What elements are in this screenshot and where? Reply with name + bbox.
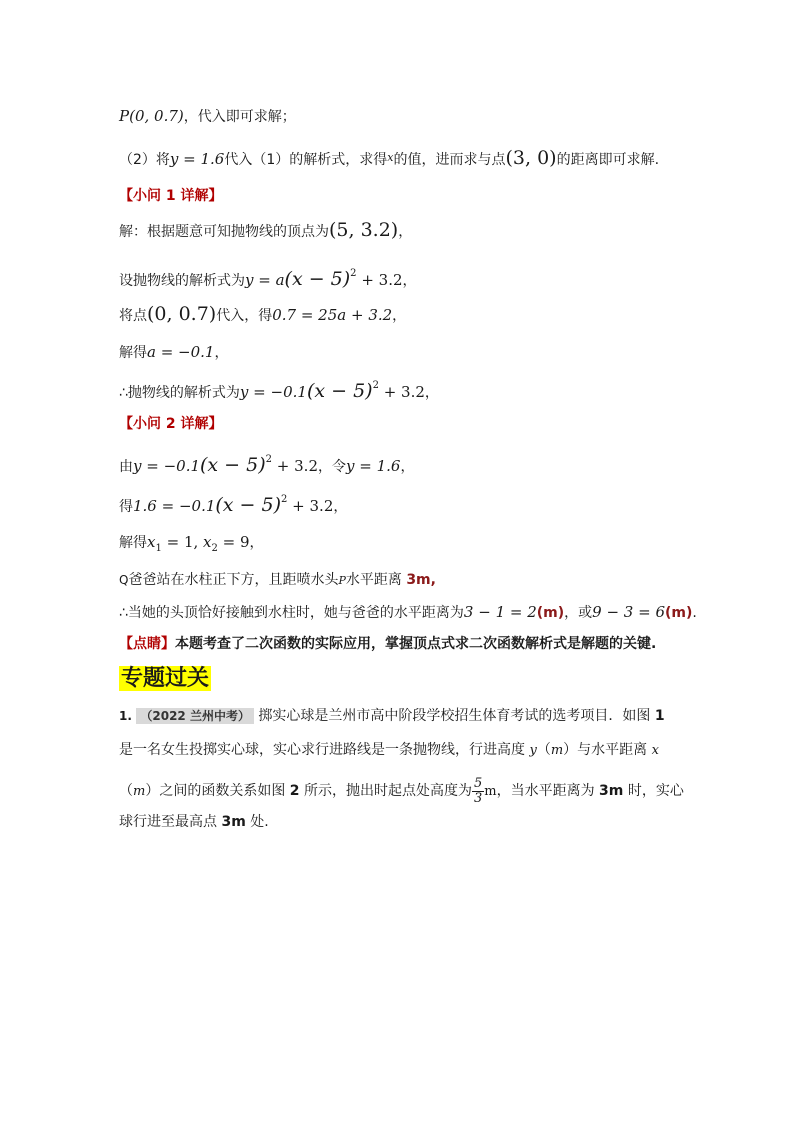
question-1-line-2: 是一名女生投掷实心球，实心求行进路线是一条抛物线，行进高度 y（m）与水平距离 x: [119, 742, 659, 758]
therefore-icon: ∴: [119, 605, 128, 621]
line-solve-x: 解得$x_1 = 1$, $x_2 = 9$，: [119, 533, 264, 554]
line-distance-answer: ∴当她的头顶恰好接触到水柱时，她与爸爸的水平距离为3 − 1 = 2(m)，或9 − 3 = 6(m).: [119, 603, 697, 621]
line-solve-a: 解得a = −0.1，: [119, 343, 229, 361]
source-tag: （2022 兰州中考）: [136, 708, 254, 724]
line-parabola-form: 设抛物线的解析式为$y = a(x - 5)^2 + 3.2$，: [119, 268, 417, 290]
line-let-y: 由$y = -0.1(x - 5)^2 + 3.2$，令y = 1.6，: [119, 454, 415, 476]
section-title: 专题过关: [121, 666, 210, 691]
line-part2-method: （2）将y = 1.6代入（1）的解析式，求得$^x$的值，进而求与点(3, 0)的距离即可求解.: [119, 147, 660, 169]
math-point-p: P(0, 0.7): [119, 107, 184, 125]
line-parabola-result: ∴抛物线的解析式为$y = -0.1(x - 5)^2 + 3.2$，: [119, 380, 439, 402]
line-equation: 得$1.6 = -0.1(x - 5)^2 + 3.2$，: [119, 494, 348, 516]
comment-tag: 【点睛】: [119, 636, 175, 652]
line-comment: 【点睛】本题考查了二次函数的实际应用，掌握顶点式求二次函数解析式是解题的关键.: [119, 636, 657, 652]
line-p-point: P(0, 0.7)，代入即可求解；: [119, 107, 296, 125]
question-1-line-4: 球行进至最高点 3m 处.: [119, 814, 269, 830]
question-1-line-1: 1. （2022 兰州中考） 掷实心球是兰州市高中阶段学校招生体育考试的选考项目．如图 1: [119, 708, 665, 724]
section-heading: [119, 664, 211, 694]
heading-part2-detail: 【小问 2 详解】: [119, 416, 223, 432]
line-vertex: 解：根据题意可知抛物线的顶点为(5, 3.2)，: [119, 219, 413, 241]
therefore-icon: ∴: [119, 385, 128, 401]
question-1-line-3: （m）之间的函数关系如图 2 所示，抛出时起点处高度为 $\frac{5}{3}$ m，当水平距离为 3m 时，实心: [119, 775, 684, 806]
line-dad-position: Q爸爸站在水柱正下方，且距喷水头P水平距离 3m,: [119, 572, 436, 588]
heading-part1-detail: 【小问 1 详解】: [119, 188, 223, 204]
because-icon: Q: [119, 573, 129, 587]
line-substitute: 将点(0, 0.7)代入，得0.7 = 25a + 3.2，: [119, 303, 407, 325]
fraction-five-thirds: $\frac{5}{3}$: [473, 775, 483, 806]
